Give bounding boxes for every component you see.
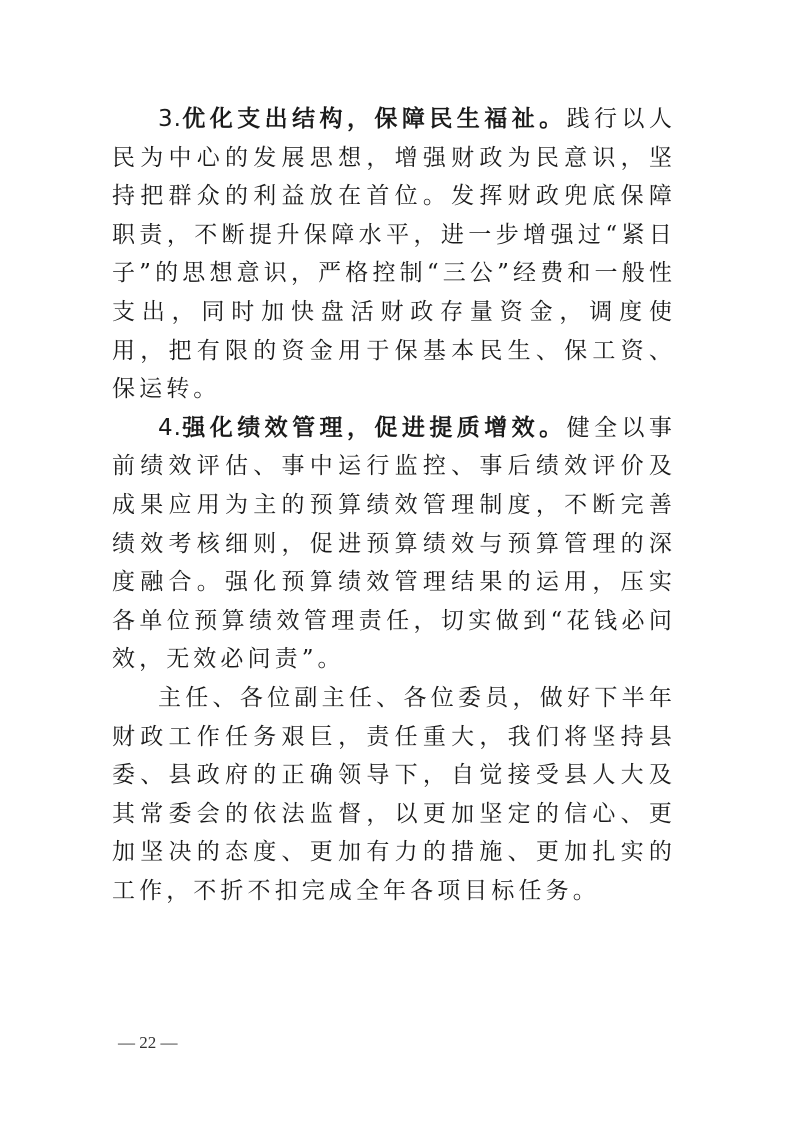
- item-number: 4.: [158, 414, 182, 441]
- section-heading: 优化支出结构，保障民生福祉。: [181, 106, 567, 132]
- paragraph-3: [112, 100, 676, 409]
- paragraph-text: 践行以人民为中心的发展思想，增强财政为民意识，坚持把群众的利益放在首位。发挥财政兜底保障职责，不断提升保障水平，进一步增强过“紧日子”的思想意识，严格控制“三公”经费和一般性支出，同时加快盘活财政存量资金，调度使用，把有限的资金用于保基本民生、保工资、保运转。: [112, 106, 677, 403]
- document-body: [112, 100, 676, 910]
- paragraph-4: [112, 409, 676, 679]
- paragraph-text: 主任、各位副主任、各位委员，做好下半年财政工作任务艰巨，责任重大，我们将坚持县委、县政府的正确领导下，自觉接受县人大及其常委会的依法监督，以更加坚定的信心、更加坚决的态度、更加有力的措施、更加扎实的工作，不折不扣完成全年各项目标任务。: [112, 684, 676, 904]
- section-heading: 强化绩效管理，促进提质增效。: [181, 414, 567, 441]
- page-number: — 22 —: [118, 1033, 178, 1052]
- paragraph-closing: [112, 679, 676, 911]
- item-number: 3.: [158, 106, 182, 132]
- paragraph-text: 健全以事前绩效评估、事中运行监控、事后绩效评价及成果应用为主的预算绩效管理制度，不断完善绩效考核细则，促进预算绩效与预算管理的深度融合。强化预算绩效管理结果的运用，压实各单位预算绩效管理责任，切实做到“花钱必问效，无效必问责”。: [112, 414, 677, 673]
